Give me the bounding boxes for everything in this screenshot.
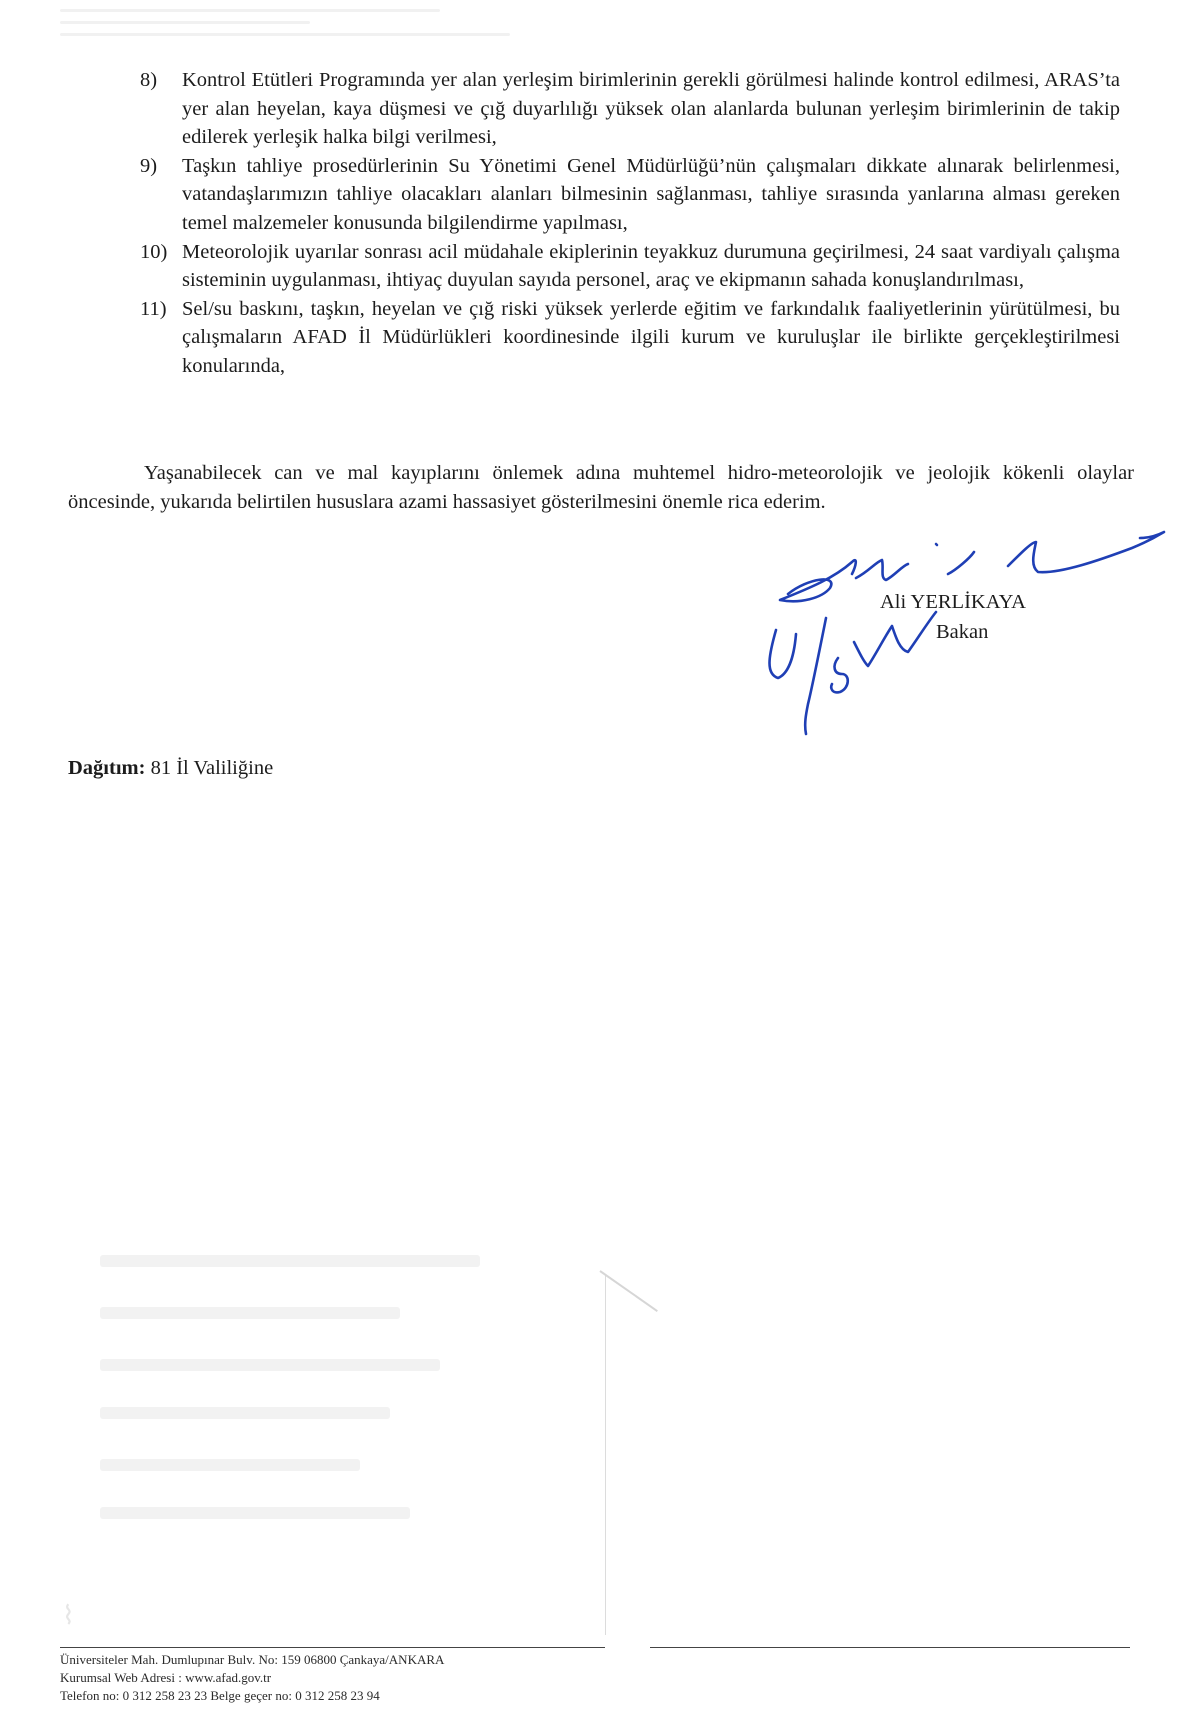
- list-item-number: 10): [140, 240, 168, 263]
- signature-stroke: [856, 560, 908, 580]
- list-item-text: Kontrol Etütleri Programında yer alan yerleşim birimlerinin gerekli görülmesi halinde kontrol edilmesi, ARAS’ta yer alan heyelan, kaya düşmesi ve çığ duyarlılığı yüksek olan alanlarda bulunan yerleşim birimlerinin de takip edilerek yerleşik halka bilgi verilmesi,: [182, 69, 1120, 149]
- list-item-number: 8): [140, 69, 158, 91]
- signature-stroke: [770, 630, 797, 678]
- faint-stamp-bleed: [100, 1255, 620, 1635]
- list-item-text: Taşkın tahliye prosedürlerinin Su Yönetimi Genel Müdürlüğü’nün çalışmaları dikkate alınarak belirlenmesi, vatandaşlarımızın tahliye olacakları alanları bilmesinin sağlanması, tahliye sırasında yanlarına alması gereken temel malzemeler konusunda bilgilendirme yapılması,: [182, 154, 1120, 234]
- list-item: [140, 66, 1120, 152]
- signature-stroke: [854, 612, 936, 666]
- list-item-text: Sel/su baskını, taşkın, heyelan ve çığ riski yüksek yerlerde eğitim ve farkındalık faaliyetlerinin yürütülmesi, bu çalışmaların AFAD İl Müdürlükleri koordinesinde ilgili kurum ve kuruluşlar ile birlikte gerçekleştirilmesi konularında,: [182, 297, 1120, 377]
- distribution-value: 81 İl Valiliğine: [150, 757, 274, 779]
- signature-stroke: [948, 552, 974, 574]
- faint-vertical-rule: [605, 1275, 606, 1635]
- distribution-label: Dağıtım:: [68, 757, 146, 779]
- footer-phone: Telefon no: 0 312 258 23 23 Belge geçer no: 0 312 258 23 94: [60, 1688, 380, 1703]
- list-item-number: 11): [140, 297, 167, 320]
- signature-stroke: [780, 560, 856, 601]
- bleed-through-text: [60, 0, 580, 56]
- list-item: [140, 295, 1120, 381]
- list-item-number: 9): [140, 154, 158, 177]
- list-item: [140, 238, 1120, 295]
- page-footer: [60, 1651, 760, 1705]
- signature-stroke: [936, 544, 937, 545]
- signature-stroke: [1008, 532, 1164, 572]
- signature-stroke: [831, 658, 847, 692]
- list-item: [140, 152, 1120, 238]
- list-item-text: Meteorolojik uyarılar sonrası acil müdahale ekiplerinin teyakkuz durumuna geçirilmesi, 24 saat vardiyalı çalışma sisteminin uygulanması, ihtiyaç duyulan sayıda personel, araç ve ekipmanın sahada konuşlandırılması,: [182, 240, 1120, 292]
- footer-web: Kurumsal Web Adresi : www.afad.gov.tr: [60, 1670, 272, 1685]
- footer-rule: [60, 1647, 605, 1648]
- faint-handwritten-mark: ⌇: [62, 1601, 75, 1631]
- instruction-list: [140, 66, 1120, 381]
- signatory-title: Bakan: [936, 621, 989, 643]
- closing-paragraph: Yaşanabilecek can ve mal kayıplarını önlemek adına muhtemel hidro-meteorolojik ve jeolojik kökenli olaylar öncesinde, yukarıda belirtilen hususlara azami hassasiyet gösterilmesini önemle rica ederim.: [68, 461, 1134, 513]
- footer-rule: [650, 1647, 1130, 1648]
- distribution-line: [68, 757, 273, 780]
- handwritten-signature: [760, 508, 1200, 768]
- footer-address: Üniversiteler Mah. Dumlupınar Bulv. No: 159 06800 Çankaya/ANKARA: [60, 1652, 445, 1667]
- signature-stroke: [805, 618, 826, 734]
- signatory-name: Ali YERLİKAYA: [880, 591, 1026, 613]
